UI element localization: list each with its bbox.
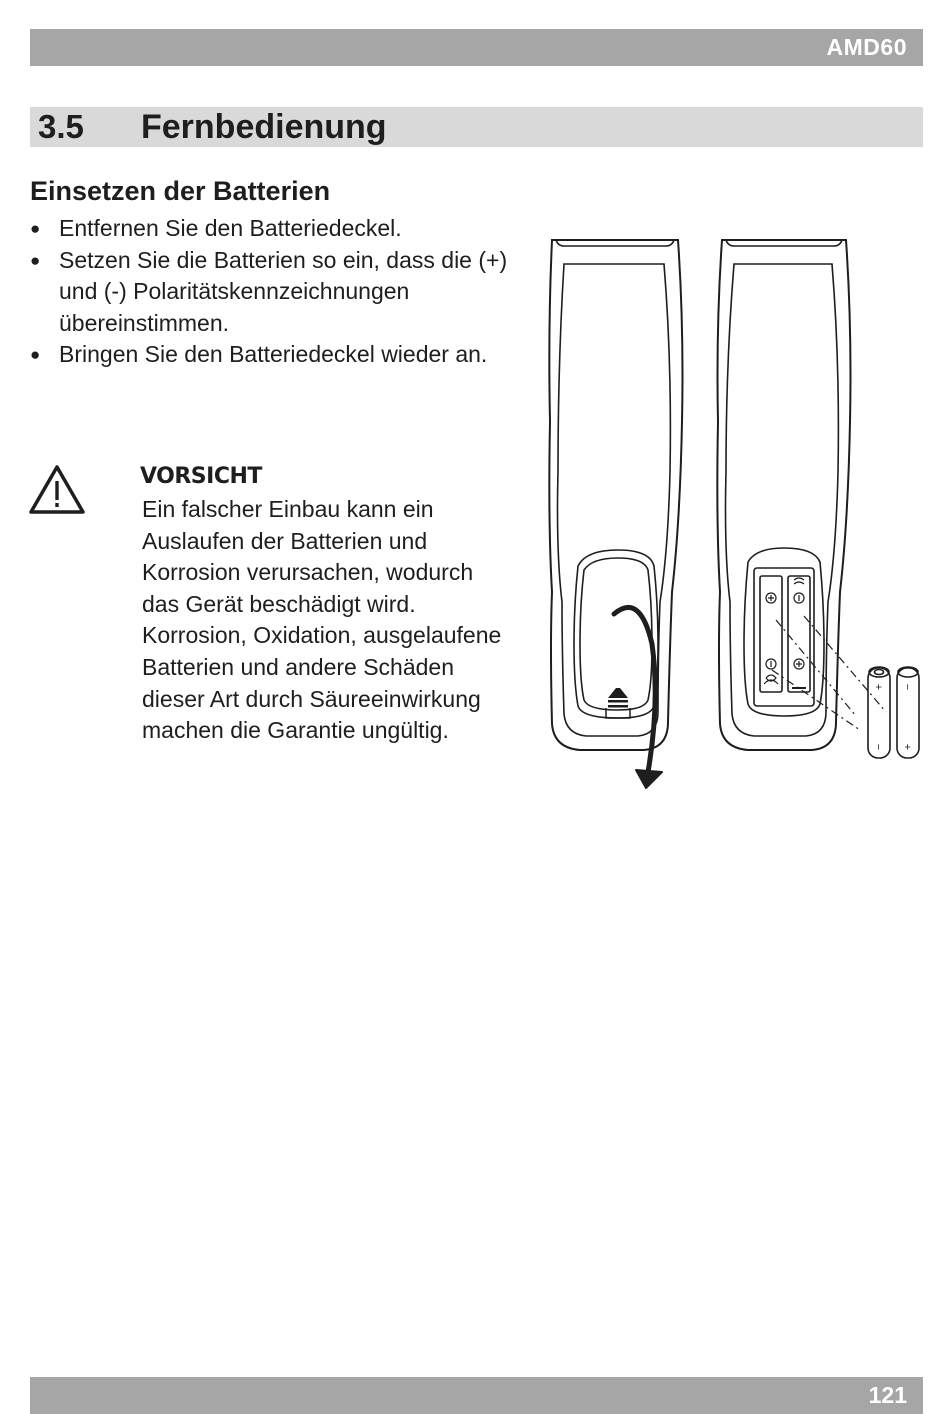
list-item [30,213,510,245]
battery-installation-illustration [540,232,930,802]
section-title: Fernbedienung [141,107,387,146]
battery-minus-label: − [901,683,913,691]
caution-label: VORSICHT [140,464,262,489]
subsection-title: Einsetzen der Batterien [30,176,331,206]
bullet-icon: ● [30,250,41,270]
step-text: Entfernen Sie den Batteriedeckel. [59,215,402,241]
instruction-list [30,213,510,371]
section-number: 3.5 [38,108,84,145]
battery-minus-label: − [872,743,884,751]
caution-text: Ein falscher Einbau kann ein Auslaufen der Batterien und Korrosion verursachen, wodurch das Gerät beschädigt wird. Korrosion, Oxidation, ausgelaufene Batterien und andere Schäden dieser Art durch Säureeinwirkung machen die Garantie ungültig. [142,496,502,744]
list-item [30,339,510,371]
list-item [30,245,510,340]
header-bar [30,29,923,66]
remote-open-icon [717,240,850,750]
step-text: Setzen Sie die Batterien so ein, dass die (+) und (-) Polaritätskennzeichnungen übereinstimmen. [59,246,508,336]
warning-triangle-icon [28,463,86,515]
bullet-icon: ● [30,219,41,238]
page-number: 121 [868,1382,907,1408]
battery-plus-label: + [901,743,913,751]
bullet-icon: ● [30,345,41,365]
battery-plus-label: + [872,683,884,691]
step-text: Bringen Sie den Batteriedeckel wieder an. [59,341,488,368]
section-heading-bar [30,107,923,147]
model-label: AMD60 [826,34,907,60]
footer-bar [30,1377,923,1414]
remote-closed-icon [549,240,682,750]
